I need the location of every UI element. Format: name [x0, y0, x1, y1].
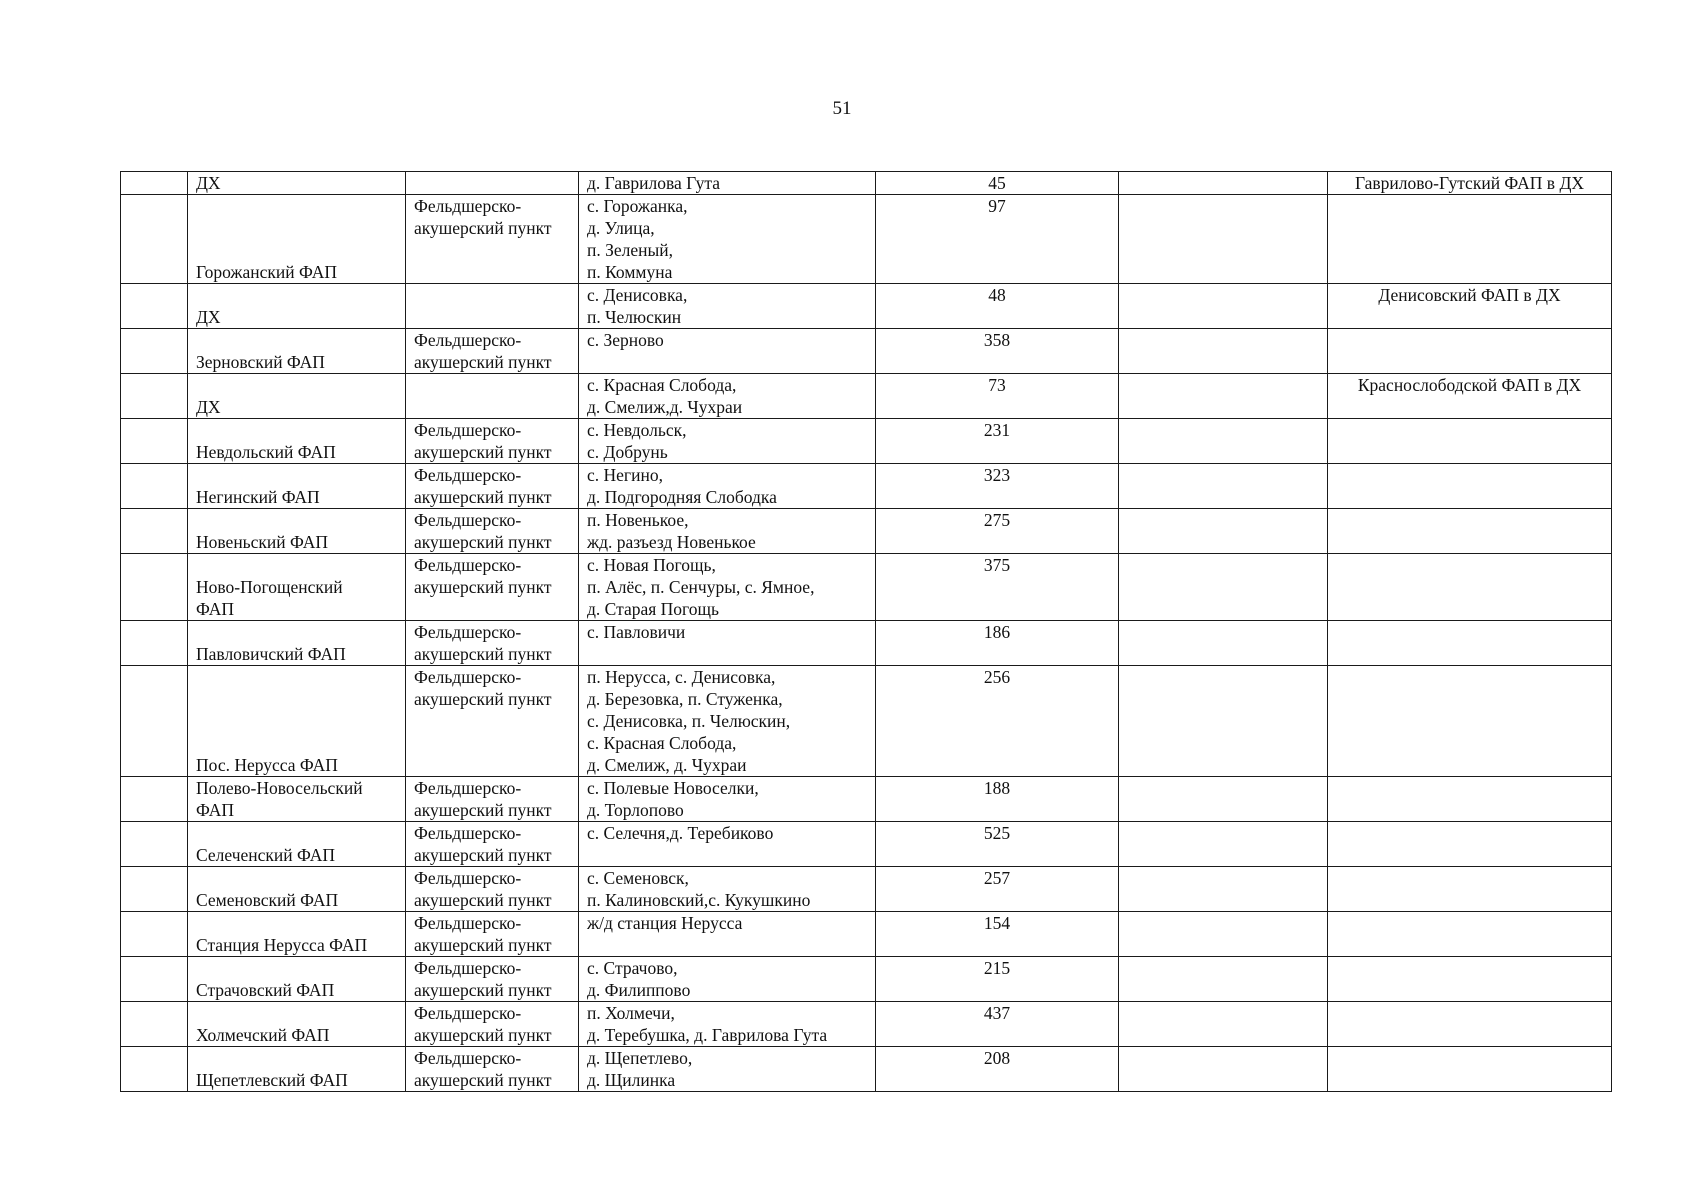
table-body — [121, 172, 1612, 1092]
extra-cell — [1119, 195, 1328, 284]
note-cell — [1328, 195, 1612, 284]
settlements-cell: с. Павловичи — [579, 621, 876, 666]
population-cell: 323 — [876, 464, 1119, 509]
facility-type-cell: Фельдшерско- акушерский пункт — [406, 957, 579, 1002]
extra-cell — [1119, 172, 1328, 195]
note-cell — [1328, 957, 1612, 1002]
population-cell: 231 — [876, 419, 1119, 464]
table-row — [121, 509, 1612, 554]
facility-name-cell: Щепетлевский ФАП — [188, 1047, 406, 1092]
facility-type-cell: Фельдшерско- акушерский пункт — [406, 329, 579, 374]
facility-type-cell: Фельдшерско- акушерский пункт — [406, 867, 579, 912]
facility-name-cell: Невдольский ФАП — [188, 419, 406, 464]
index-cell — [121, 1047, 188, 1092]
extra-cell — [1119, 621, 1328, 666]
population-cell: 73 — [876, 374, 1119, 419]
index-cell — [121, 912, 188, 957]
facility-type-cell: Фельдшерско- акушерский пункт — [406, 822, 579, 867]
facility-type-cell: Фельдшерско- акушерский пункт — [406, 1002, 579, 1047]
extra-cell — [1119, 666, 1328, 777]
note-cell — [1328, 912, 1612, 957]
extra-cell — [1119, 777, 1328, 822]
population-cell: 375 — [876, 554, 1119, 621]
population-cell: 358 — [876, 329, 1119, 374]
table-row — [121, 419, 1612, 464]
population-cell: 437 — [876, 1002, 1119, 1047]
note-cell — [1328, 509, 1612, 554]
note-cell: Краснослободской ФАП в ДХ — [1328, 374, 1612, 419]
settlements-cell: ж/д станция Нерусса — [579, 912, 876, 957]
facility-type-cell: Фельдшерско- акушерский пункт — [406, 195, 579, 284]
settlements-cell: д. Гаврилова Гута — [579, 172, 876, 195]
index-cell — [121, 621, 188, 666]
settlements-cell: с. Красная Слобода, д. Смелиж,д. Чухраи — [579, 374, 876, 419]
index-cell — [121, 172, 188, 195]
note-cell — [1328, 1047, 1612, 1092]
extra-cell — [1119, 374, 1328, 419]
table-row — [121, 284, 1612, 329]
table-row — [121, 554, 1612, 621]
index-cell — [121, 374, 188, 419]
facility-type-cell: Фельдшерско- акушерский пункт — [406, 777, 579, 822]
note-cell — [1328, 1002, 1612, 1047]
extra-cell — [1119, 1047, 1328, 1092]
index-cell — [121, 822, 188, 867]
population-cell: 525 — [876, 822, 1119, 867]
facility-name-cell: Полево-Новосельский ФАП — [188, 777, 406, 822]
facility-name-cell: ДХ — [188, 374, 406, 419]
table-row — [121, 621, 1612, 666]
extra-cell — [1119, 867, 1328, 912]
facility-type-cell: Фельдшерско- акушерский пункт — [406, 419, 579, 464]
extra-cell — [1119, 554, 1328, 621]
population-cell: 256 — [876, 666, 1119, 777]
facility-type-cell — [406, 172, 579, 195]
settlements-cell: с. Невдольск, с. Добрунь — [579, 419, 876, 464]
extra-cell — [1119, 464, 1328, 509]
facility-type-cell: Фельдшерско- акушерский пункт — [406, 1047, 579, 1092]
extra-cell — [1119, 1002, 1328, 1047]
page-number: 51 — [832, 98, 852, 119]
population-cell: 215 — [876, 957, 1119, 1002]
settlements-cell: с. Новая Погощь, п. Алёс, п. Сенчуры, с. Ямное, д. Старая Погощь — [579, 554, 876, 621]
extra-cell — [1119, 912, 1328, 957]
table-row — [121, 374, 1612, 419]
index-cell — [121, 1002, 188, 1047]
note-cell: Денисовский ФАП в ДХ — [1328, 284, 1612, 329]
note-cell — [1328, 621, 1612, 666]
table-row — [121, 867, 1612, 912]
facility-name-cell: Ново-Погощенский ФАП — [188, 554, 406, 621]
index-cell — [121, 509, 188, 554]
settlements-cell: с. Семеновск, п. Калиновский,с. Кукушкино — [579, 867, 876, 912]
facility-name-cell: Страчовский ФАП — [188, 957, 406, 1002]
facility-type-cell — [406, 284, 579, 329]
note-cell — [1328, 867, 1612, 912]
population-cell: 154 — [876, 912, 1119, 957]
settlements-cell: с. Горожанка, д. Улица, п. Зеленый, п. Коммуна — [579, 195, 876, 284]
table-row — [121, 195, 1612, 284]
index-cell — [121, 284, 188, 329]
table-row — [121, 1002, 1612, 1047]
note-cell — [1328, 554, 1612, 621]
facility-type-cell: Фельдшерско- акушерский пункт — [406, 464, 579, 509]
note-cell — [1328, 777, 1612, 822]
index-cell — [121, 195, 188, 284]
settlements-cell: п. Холмечи, д. Теребушка, д. Гаврилова Гута — [579, 1002, 876, 1047]
population-cell: 275 — [876, 509, 1119, 554]
facility-type-cell — [406, 374, 579, 419]
facility-name-cell: ДХ — [188, 284, 406, 329]
facility-name-cell: Семеновский ФАП — [188, 867, 406, 912]
extra-cell — [1119, 957, 1328, 1002]
settlements-cell: с. Негино, д. Подгородняя Слободка — [579, 464, 876, 509]
table-row — [121, 329, 1612, 374]
facilities-table — [120, 171, 1612, 1092]
table-row — [121, 464, 1612, 509]
population-cell: 188 — [876, 777, 1119, 822]
note-cell — [1328, 822, 1612, 867]
facility-name-cell: Зерновский ФАП — [188, 329, 406, 374]
table-row — [121, 912, 1612, 957]
note-cell — [1328, 419, 1612, 464]
facility-type-cell: Фельдшерско- акушерский пункт — [406, 621, 579, 666]
facility-type-cell: Фельдшерско- акушерский пункт — [406, 666, 579, 777]
facility-name-cell: Новеньский ФАП — [188, 509, 406, 554]
population-cell: 257 — [876, 867, 1119, 912]
facility-name-cell: Станция Нерусса ФАП — [188, 912, 406, 957]
table-row — [121, 666, 1612, 777]
settlements-cell: с. Денисовка, п. Челюскин — [579, 284, 876, 329]
facility-name-cell: Пос. Нерусса ФАП — [188, 666, 406, 777]
settlements-cell: д. Щепетлево, д. Щилинка — [579, 1047, 876, 1092]
index-cell — [121, 464, 188, 509]
index-cell — [121, 777, 188, 822]
index-cell — [121, 554, 188, 621]
population-cell: 208 — [876, 1047, 1119, 1092]
index-cell — [121, 957, 188, 1002]
index-cell — [121, 867, 188, 912]
table-row — [121, 1047, 1612, 1092]
facility-type-cell: Фельдшерско- акушерский пункт — [406, 554, 579, 621]
facility-type-cell: Фельдшерско- акушерский пункт — [406, 509, 579, 554]
extra-cell — [1119, 329, 1328, 374]
facility-name-cell: Павловичский ФАП — [188, 621, 406, 666]
note-cell: Гаврилово-Гутский ФАП в ДХ — [1328, 172, 1612, 195]
facility-name-cell: Холмечский ФАП — [188, 1002, 406, 1047]
population-cell: 97 — [876, 195, 1119, 284]
table-row — [121, 172, 1612, 195]
index-cell — [121, 329, 188, 374]
settlements-cell: с. Полевые Новоселки, д. Торлопово — [579, 777, 876, 822]
table-row — [121, 777, 1612, 822]
facility-name-cell: Селеченский ФАП — [188, 822, 406, 867]
index-cell — [121, 666, 188, 777]
extra-cell — [1119, 822, 1328, 867]
extra-cell — [1119, 284, 1328, 329]
extra-cell — [1119, 509, 1328, 554]
settlements-cell: с. Зерново — [579, 329, 876, 374]
facility-name-cell: ДХ — [188, 172, 406, 195]
index-cell — [121, 419, 188, 464]
population-cell: 186 — [876, 621, 1119, 666]
table-row — [121, 822, 1612, 867]
note-cell — [1328, 666, 1612, 777]
facility-name-cell: Горожанский ФАП — [188, 195, 406, 284]
settlements-cell: п. Нерусса, с. Денисовка, д. Березовка, п. Стуженка, с. Денисовка, п. Челюскин, с. Красная Слобода, д. Смелиж, д. Чухраи — [579, 666, 876, 777]
table-row — [121, 957, 1612, 1002]
extra-cell — [1119, 419, 1328, 464]
settlements-cell: с. Страчово, д. Филиппово — [579, 957, 876, 1002]
note-cell — [1328, 464, 1612, 509]
facility-type-cell: Фельдшерско- акушерский пункт — [406, 912, 579, 957]
population-cell: 45 — [876, 172, 1119, 195]
note-cell — [1328, 329, 1612, 374]
settlements-cell: с. Селечня,д. Теребиково — [579, 822, 876, 867]
facility-name-cell: Негинский ФАП — [188, 464, 406, 509]
population-cell: 48 — [876, 284, 1119, 329]
settlements-cell: п. Новенькое, жд. разъезд Новенькое — [579, 509, 876, 554]
